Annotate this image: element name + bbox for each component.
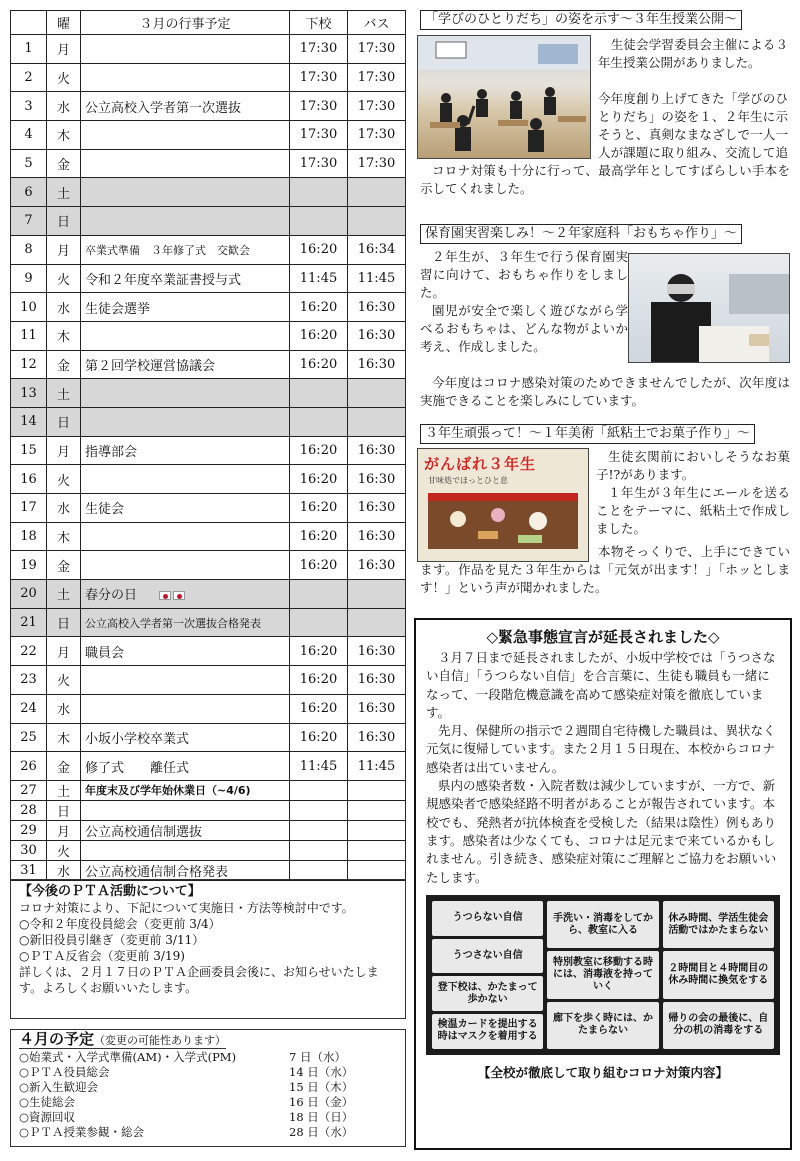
schedule-bus-time <box>348 608 406 637</box>
april-item-label: ○ＰＴＡ授業参観・総会 <box>19 1125 145 1139</box>
schedule-bus-time: 11:45 <box>348 752 406 781</box>
schedule-date: 3 <box>11 92 47 121</box>
schedule-dismissal-time <box>290 608 348 637</box>
schedule-date: 18 <box>11 522 47 551</box>
header-bus: バス <box>348 11 406 35</box>
japan-flag-icon <box>159 591 171 600</box>
schedule-bus-time: 16:30 <box>348 666 406 695</box>
schedule-dismissal-time <box>290 207 348 236</box>
schedule-date: 1 <box>11 35 47 64</box>
emergency-p3: 県内の感染者数・入院者数は減少していますが、一方で、新規感染者で感染経路不明者があることが報告されています。本校でも、発熱者が抗体検査を受検した（結果は陰性）例もあります。感染者は少なくても、コロナは足元まで来ているかもしれません。引き続き、感染症対策にご理解とご協力をお願いいたします。 <box>426 778 777 885</box>
schedule-bus-time: 16:30 <box>348 436 406 465</box>
schedule-bus-time: 16:30 <box>348 465 406 494</box>
april-item-date: 15 日（木） <box>289 1080 354 1094</box>
schedule-date: 22 <box>11 637 47 666</box>
schedule-day: 木 <box>47 522 81 551</box>
schedule-date: 6 <box>11 178 47 207</box>
schedule-bus-time: 16:30 <box>348 637 406 666</box>
article3-p2: １年生が３年生にエールを送ることをテーマに、紙粘土で作成しました。 <box>596 485 790 536</box>
schedule-dismissal-time: 11:45 <box>290 752 348 781</box>
pta-title: 【今後のＰＴＡ活動について】 <box>19 884 201 899</box>
schedule-dismissal-time: 11:45 <box>290 264 348 293</box>
schedule-dismissal-time: 16:20 <box>290 637 348 666</box>
schedule-day: 日 <box>47 207 81 236</box>
schedule-event <box>81 321 290 350</box>
poster-card: 休み時間、学活生徒会活動ではかたまらない <box>663 901 774 948</box>
schedule-dismissal-time: 16:20 <box>290 494 348 523</box>
schedule-row <box>11 264 406 293</box>
schedule-event <box>81 465 290 494</box>
poster-card: うつさない自信 <box>432 939 543 974</box>
april-title <box>19 1032 226 1049</box>
schedule-row <box>11 800 406 820</box>
schedule-day: 土 <box>47 580 81 609</box>
schedule-row <box>11 752 406 781</box>
schedule-date: 2 <box>11 63 47 92</box>
april-item <box>19 1110 397 1125</box>
schedule-event: 公立高校入学者第一次選抜合格発表 <box>81 608 290 637</box>
poster-card: うつらない自信 <box>432 901 543 936</box>
schedule-dismissal-time: 16:20 <box>290 522 348 551</box>
schedule-row <box>11 207 406 236</box>
schedule-row <box>11 379 406 408</box>
schedule-event: 生徒会 <box>81 494 290 523</box>
emergency-p2: 先月、保健所の指示で２週間自宅待機した職員は、異状なく元気に復帰しています。また２月１５日現在、本校からコロナ感染者は出ていません。 <box>426 723 776 775</box>
schedule-dismissal-time <box>290 820 348 840</box>
schedule-day: 火 <box>47 63 81 92</box>
schedule-row <box>11 178 406 207</box>
schedule-bus-time: 17:30 <box>348 35 406 64</box>
emergency-title: ◇緊急事態宣言が延長されました◇ <box>486 628 720 646</box>
schedule-event: 公立高校通信制選抜 <box>81 820 290 840</box>
schedule-bus-time: 17:30 <box>348 121 406 150</box>
schedule-event <box>81 178 290 207</box>
schedule-bus-time <box>348 840 406 860</box>
poster-card: 廊下を歩く時には、かたまらない <box>547 1002 658 1049</box>
schedule-dismissal-time <box>290 840 348 860</box>
schedule-day: 月 <box>47 35 81 64</box>
schedule-row <box>11 321 406 350</box>
posters-caption: 【全校が徹底して取り組むコロナ対策内容】 <box>477 1064 728 1080</box>
schedule-bus-time: 11:45 <box>348 264 406 293</box>
march-schedule-table <box>10 10 406 881</box>
schedule-dismissal-time: 17:30 <box>290 121 348 150</box>
schedule-bus-time: 16:30 <box>348 723 406 752</box>
schedule-event <box>81 35 290 64</box>
schedule-date: 23 <box>11 666 47 695</box>
schedule-date: 29 <box>11 820 47 840</box>
schedule-row <box>11 780 406 800</box>
schedule-event <box>81 551 290 580</box>
schedule-row <box>11 149 406 178</box>
schedule-date: 8 <box>11 235 47 264</box>
schedule-row <box>11 235 406 264</box>
schedule-dismissal-time: 17:30 <box>290 63 348 92</box>
article1-p3: コロナ対策も十分に行って、最高学年としてすばらしい手本を示してくれました。 <box>420 163 790 196</box>
schedule-bus-time <box>348 860 406 880</box>
schedule-row <box>11 820 406 840</box>
schedule-bus-time <box>348 207 406 236</box>
pta-item: ○ＰＴＡ反省会（変更前 3/19) <box>19 949 185 963</box>
april-item-date: 18 日（日） <box>289 1110 354 1124</box>
schedule-day: 火 <box>47 465 81 494</box>
schedule-bus-time: 17:30 <box>348 92 406 121</box>
schedule-day: 日 <box>47 407 81 436</box>
article3-title: ３年生頑張って！～１年美術「紙粘土でお菓子作り」～ <box>420 424 755 444</box>
banner-text: がんばれ３年生 <box>424 455 537 473</box>
schedule-dismissal-time <box>290 178 348 207</box>
poster-card: 検温カードを提出する時はマスクを着用する <box>432 1014 543 1049</box>
schedule-date: 17 <box>11 494 47 523</box>
april-list <box>19 1050 397 1140</box>
schedule-bus-time: 17:30 <box>348 63 406 92</box>
schedule-row <box>11 92 406 121</box>
schedule-dismissal-time <box>290 379 348 408</box>
schedule-day: 木 <box>47 321 81 350</box>
schedule-event: 小坂小学校卒業式 <box>81 723 290 752</box>
schedule-bus-time: 16:34 <box>348 235 406 264</box>
japan-flag-icon <box>173 591 185 600</box>
schedule-event <box>81 149 290 178</box>
april-title-text: ４月の予定 <box>19 1030 95 1048</box>
april-item <box>19 1050 397 1065</box>
april-note: （変更の可能性あります） <box>94 1034 227 1047</box>
schedule-day: 月 <box>47 436 81 465</box>
schedule-dismissal-time: 16:20 <box>290 350 348 379</box>
poster-card: 登下校は、かたまって歩かない <box>432 976 543 1011</box>
april-item-date: 16 日（金） <box>289 1095 354 1109</box>
schedule-day: 月 <box>47 820 81 840</box>
schedule-dismissal-time: 16:20 <box>290 321 348 350</box>
banner-subtext: 甘味処でほっとひと息 <box>428 476 508 485</box>
april-item-date: 28 日（水） <box>289 1125 354 1139</box>
schedule-dismissal-time: 16:20 <box>290 666 348 695</box>
schedule-row <box>11 860 406 880</box>
schedule-dismissal-time <box>290 860 348 880</box>
article1-title: 「学びのひとりだち」の姿を示す～３年生授業公開～ <box>420 10 742 30</box>
schedule-event <box>81 207 290 236</box>
header-date <box>11 11 47 35</box>
schedule-day: 水 <box>47 860 81 880</box>
schedule-event <box>81 840 290 860</box>
schedule-day: 月 <box>47 637 81 666</box>
schedule-dismissal-time: 16:20 <box>290 551 348 580</box>
article3-p1: 生徒玄関前においしそうなお菓子!?があります。 <box>596 449 790 482</box>
schedule-day: 金 <box>47 551 81 580</box>
schedule-row <box>11 840 406 860</box>
poster-column <box>663 901 774 1049</box>
schedule-bus-time <box>348 580 406 609</box>
schedule-day: 日 <box>47 608 81 637</box>
schedule-row <box>11 723 406 752</box>
pta-intro: コロナ対策により、下記について実施日・方法等検討中です。 <box>19 901 354 915</box>
schedule-day: 火 <box>47 264 81 293</box>
schedule-day: 土 <box>47 178 81 207</box>
april-item-label: ○ＰＴＡ役員総会 <box>19 1065 110 1079</box>
schedule-event <box>81 800 290 820</box>
schedule-bus-time: 16:30 <box>348 350 406 379</box>
schedule-dismissal-time: 17:30 <box>290 92 348 121</box>
schedule-event: 春分の日 <box>81 580 290 609</box>
schedule-date: 5 <box>11 149 47 178</box>
schedule-event: 公立高校通信制合格発表 <box>81 860 290 880</box>
schedule-bus-time <box>348 178 406 207</box>
pta-activities-box <box>10 879 406 1019</box>
schedule-dismissal-time: 17:30 <box>290 35 348 64</box>
schedule-day: 土 <box>47 379 81 408</box>
schedule-date: 25 <box>11 723 47 752</box>
schedule-dismissal-time: 16:20 <box>290 293 348 322</box>
article2-p3: 今年度はコロナ感染対策のためできませんでしたが、次年度は実施できることを楽しみにしています。 <box>420 375 790 408</box>
april-item-label: ○資源回収 <box>19 1110 76 1124</box>
schedule-row <box>11 293 406 322</box>
schedule-row <box>11 580 406 609</box>
schedule-bus-time: 16:30 <box>348 694 406 723</box>
schedule-bus-time <box>348 780 406 800</box>
covid-posters-photo <box>426 895 780 1055</box>
schedule-date: 13 <box>11 379 47 408</box>
schedule-dismissal-time <box>290 580 348 609</box>
schedule-date: 14 <box>11 407 47 436</box>
april-item-date: 14 日（水） <box>289 1065 354 1079</box>
schedule-event <box>81 666 290 695</box>
schedule-dismissal-time: 16:20 <box>290 694 348 723</box>
schedule-event: 年度末及び学年始休業日（~4/6) <box>81 780 290 800</box>
schedule-row <box>11 551 406 580</box>
article2-p1: ２年生が、３年生で行う保育園実習に向けて、おもちゃ作りをしました。 <box>420 249 628 300</box>
schedule-event: 卒業式準備 ３年修了式 交歓会 <box>81 235 290 264</box>
april-item <box>19 1080 397 1095</box>
schedule-dismissal-time: 16:20 <box>290 436 348 465</box>
poster-card: 帰りの会の最後に、自分の机の消毒をする <box>663 1002 774 1049</box>
schedule-event: 公立高校入学者第一次選抜 <box>81 92 290 121</box>
schedule-row <box>11 522 406 551</box>
schedule-date: 27 <box>11 780 47 800</box>
schedule-event: 職員会 <box>81 637 290 666</box>
schedule-day: 金 <box>47 752 81 781</box>
schedule-date: 9 <box>11 264 47 293</box>
schedule-row <box>11 436 406 465</box>
schedule-date: 4 <box>11 121 47 150</box>
schedule-bus-time: 16:30 <box>348 293 406 322</box>
schedule-day: 木 <box>47 121 81 150</box>
schedule-row <box>11 407 406 436</box>
schedule-body <box>11 35 406 881</box>
april-item <box>19 1095 397 1110</box>
schedule-row <box>11 637 406 666</box>
schedule-day: 木 <box>47 723 81 752</box>
schedule-event: 生徒会選挙 <box>81 293 290 322</box>
april-schedule-box <box>10 1029 406 1147</box>
schedule-event <box>81 121 290 150</box>
poster-card: ２時間目と４時間目の休み時間に換気をする <box>663 951 774 998</box>
schedule-bus-time <box>348 820 406 840</box>
schedule-row <box>11 350 406 379</box>
schedule-day: 土 <box>47 780 81 800</box>
toy-making-photo <box>628 253 790 363</box>
schedule-event: 第２回学校運営協議会 <box>81 350 290 379</box>
schedule-row <box>11 608 406 637</box>
header-event: ３月の行事予定 <box>81 11 290 35</box>
classroom-photo <box>417 35 591 159</box>
schedule-date: 19 <box>11 551 47 580</box>
schedule-day: 火 <box>47 840 81 860</box>
schedule-row <box>11 63 406 92</box>
schedule-bus-time: 16:30 <box>348 522 406 551</box>
schedule-date: 15 <box>11 436 47 465</box>
schedule-bus-time <box>348 407 406 436</box>
article2-title: 保育園実習楽しみ！～２年家庭科「おもちゃ作り」～ <box>420 224 742 244</box>
schedule-bus-time: 16:30 <box>348 494 406 523</box>
schedule-row <box>11 494 406 523</box>
schedule-day: 水 <box>47 694 81 723</box>
emergency-p1: ３月７日まで延長されましたが、小坂中学校では「うつさない自信」「うつらない自信」を合言葉に、生徒も職員も一緒になって、一段階危機意識を高めて感染症対策を徹底しています。 <box>426 650 776 720</box>
schedule-row <box>11 666 406 695</box>
poster-column <box>432 901 543 1049</box>
schedule-date: 20 <box>11 580 47 609</box>
schedule-bus-time: 16:30 <box>348 321 406 350</box>
article1-p2: 今年度創り上げてきた「学びのひとりだち」の姿を１、２年生に示そうと、真剣なまなざしで一人一人が課題に取り組み、交流して追 <box>598 91 788 160</box>
schedule-dismissal-time: 16:20 <box>290 465 348 494</box>
classroom-scene-illustration <box>418 36 591 159</box>
schedule-event: 修了式 離任式 <box>81 752 290 781</box>
schedule-dismissal-time <box>290 407 348 436</box>
article1-p1-text: 生徒会学習委員会主催による３年生授業公開がありました。 <box>598 37 788 70</box>
pta-item: ○令和２年度役員総会（変更前 3/4） <box>19 917 221 931</box>
schedule-date: 30 <box>11 840 47 860</box>
pta-item: ○新旧役員引継ぎ（変更前 3/11） <box>19 933 205 947</box>
schedule-event <box>81 694 290 723</box>
schedule-date: 28 <box>11 800 47 820</box>
schedule-date: 10 <box>11 293 47 322</box>
emergency-declaration-box <box>414 618 792 1150</box>
schedule-date: 11 <box>11 321 47 350</box>
schedule-day: 水 <box>47 92 81 121</box>
schedule-day: 日 <box>47 800 81 820</box>
april-item-date: 7 日（水） <box>289 1050 346 1064</box>
schedule-event: 令和２年度卒業証書授与式 <box>81 264 290 293</box>
schedule-date: 24 <box>11 694 47 723</box>
schedule-date: 26 <box>11 752 47 781</box>
poster-card: 特別教室に移動する時には、消毒液を持っていく <box>547 951 658 998</box>
schedule-dismissal-time: 17:30 <box>290 149 348 178</box>
april-item <box>19 1125 397 1140</box>
schedule-event: 指導部会 <box>81 436 290 465</box>
schedule-bus-time: 16:30 <box>348 551 406 580</box>
poster-card: 手洗い・消毒をしてから、教室に入る <box>547 901 658 948</box>
pta-outro: 詳しくは、２月１７日のＰＴＡ企画委員会後に、お知らせいたします。よろしくお願いいたします。 <box>19 965 379 995</box>
schedule-dismissal-time: 16:20 <box>290 235 348 264</box>
april-item <box>19 1065 397 1080</box>
schedule-event <box>81 379 290 408</box>
schedule-row <box>11 694 406 723</box>
schedule-bus-time <box>348 379 406 408</box>
poster-column <box>547 901 658 1049</box>
april-item-label: ○生徒総会 <box>19 1095 76 1109</box>
article3-p3: 本物そっくりで、上手にできています。作品を見た３年生からは「元気が出ます！」「ホッとします！」という声が聞かれました。 <box>420 544 790 595</box>
schedule-day: 火 <box>47 666 81 695</box>
schedule-row <box>11 465 406 494</box>
schedule-dismissal-time <box>290 800 348 820</box>
article1-p1 <box>598 36 788 72</box>
schedule-day: 月 <box>47 235 81 264</box>
schedule-day: 金 <box>47 149 81 178</box>
schedule-event <box>81 522 290 551</box>
schedule-day: 水 <box>47 293 81 322</box>
schedule-day: 水 <box>47 494 81 523</box>
schedule-date: 7 <box>11 207 47 236</box>
schedule-day: 金 <box>47 350 81 379</box>
schedule-event <box>81 63 290 92</box>
schedule-event <box>81 407 290 436</box>
student-working-illustration <box>629 254 790 363</box>
schedule-row <box>11 35 406 64</box>
april-item-label: ○始業式・入学式準備(AM)・入学式(PM) <box>19 1050 237 1064</box>
schedule-date: 16 <box>11 465 47 494</box>
schedule-date: 31 <box>11 860 47 880</box>
schedule-date: 12 <box>11 350 47 379</box>
header-dismissal: 下校 <box>290 11 348 35</box>
article2-p2: 園児が安全で楽しく遊びながら学べるおもちゃは、どんな物がよいか考え、作成しました。 <box>420 303 628 354</box>
schedule-dismissal-time <box>290 780 348 800</box>
schedule-row <box>11 121 406 150</box>
schedule-dismissal-time: 16:20 <box>290 723 348 752</box>
header-day: 曜 <box>47 11 81 35</box>
schedule-bus-time <box>348 800 406 820</box>
article1-p2-wrap <box>598 90 788 162</box>
april-item-label: ○新入生歓迎会 <box>19 1080 99 1094</box>
schedule-bus-time: 17:30 <box>348 149 406 178</box>
schedule-header-row <box>11 11 406 35</box>
schedule-date: 21 <box>11 608 47 637</box>
